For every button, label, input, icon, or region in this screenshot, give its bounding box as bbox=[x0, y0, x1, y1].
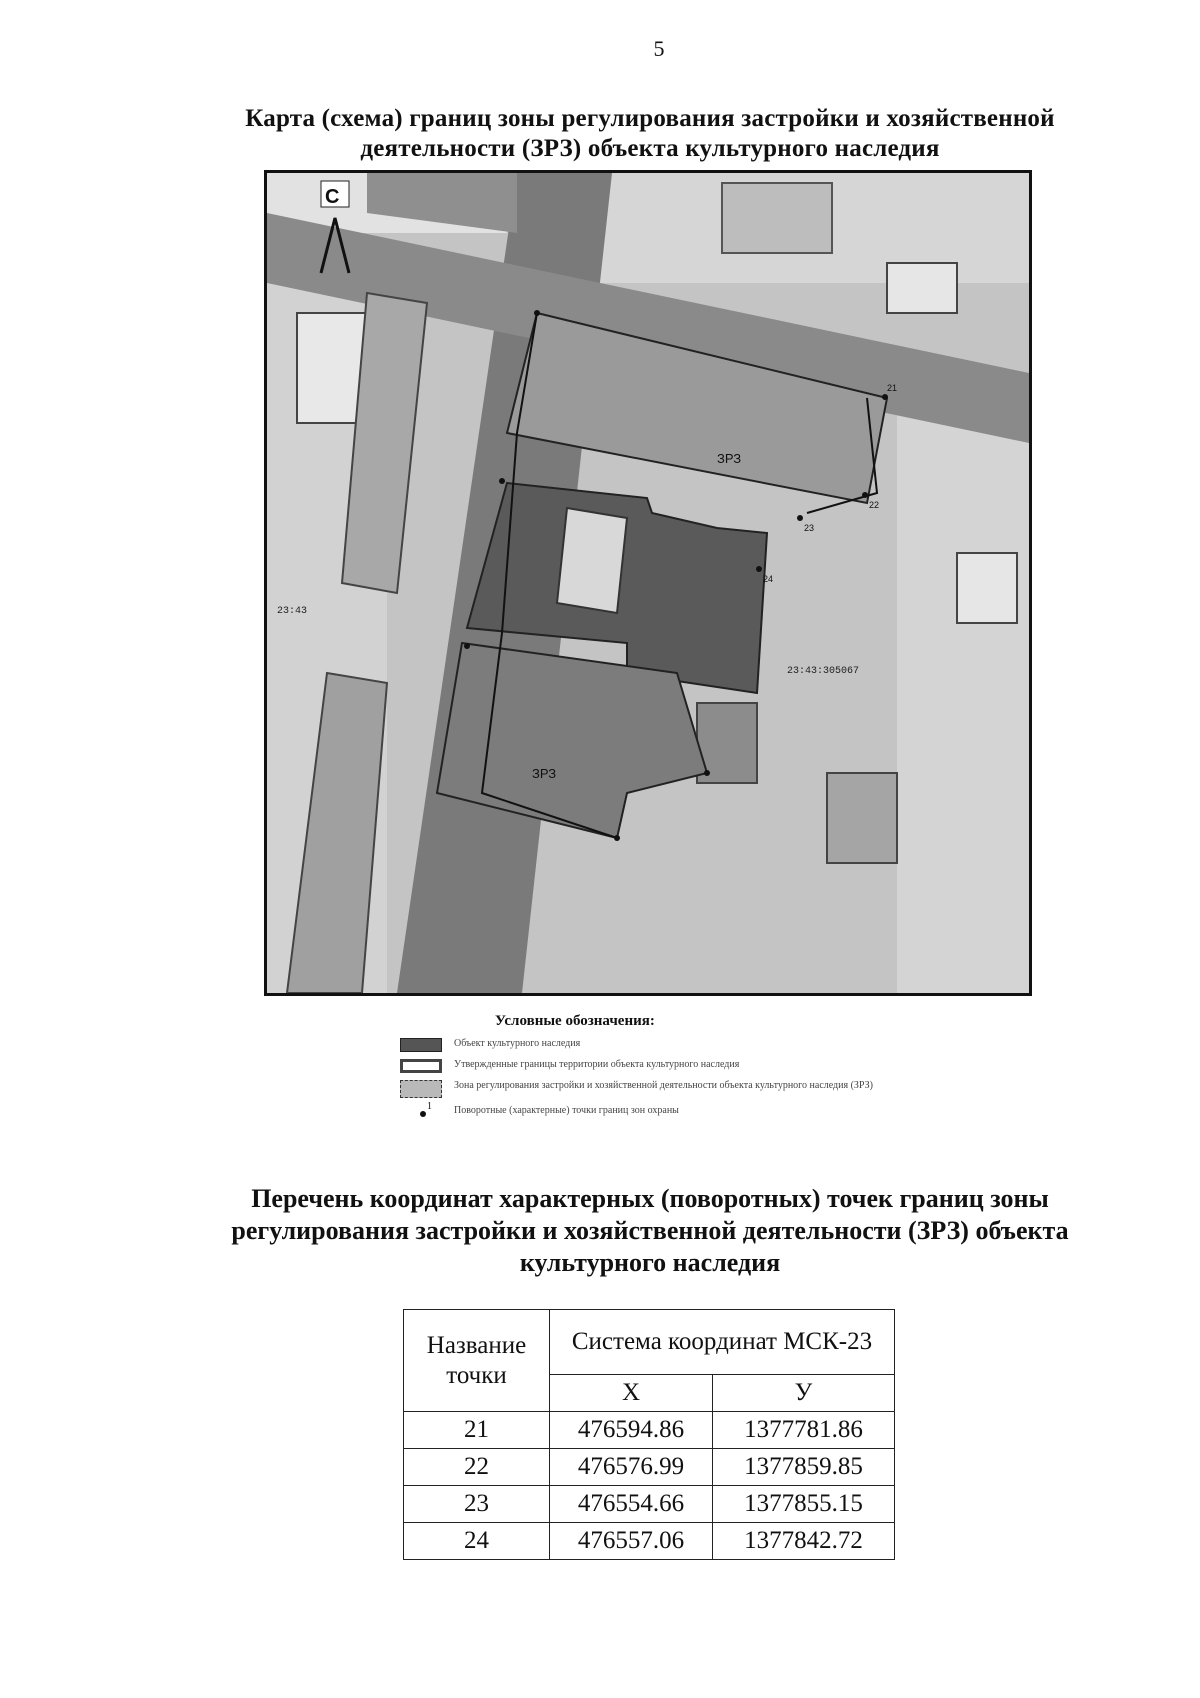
map-title-line-2: деятельности (ЗРЗ) объекта культурного наследия bbox=[360, 135, 940, 162]
legend-label: Зона регулирования застройки и хозяйственной деятельности объекта культурного наследия (ЗРЗ) bbox=[454, 1080, 873, 1091]
y-cell: 1377842.72 bbox=[712, 1523, 894, 1560]
legend bbox=[400, 1038, 920, 1126]
zone-label: ЗРЗ bbox=[717, 451, 742, 466]
coordinates-list-title bbox=[150, 1183, 1150, 1279]
point-label: 24 bbox=[763, 574, 774, 584]
header-point-name: Название точки bbox=[404, 1310, 550, 1412]
list-title-line-2: регулирования застройки и хозяйственной деятельности (ЗРЗ) объекта bbox=[231, 1216, 1069, 1245]
x-cell: 476594.86 bbox=[550, 1412, 713, 1449]
point-label: 23 bbox=[804, 523, 815, 533]
boundary-point bbox=[614, 835, 620, 841]
y-cell: 1377855.15 bbox=[712, 1486, 894, 1523]
zrz-zone-swatch bbox=[400, 1080, 442, 1098]
legend-item-zone bbox=[400, 1080, 920, 1098]
point-label: 22 bbox=[869, 500, 880, 510]
legend-item-object bbox=[400, 1038, 920, 1052]
building bbox=[722, 183, 832, 253]
table-header-row bbox=[404, 1310, 895, 1375]
map-title bbox=[150, 104, 1150, 164]
table-row bbox=[404, 1486, 895, 1523]
boundary-point bbox=[704, 770, 710, 776]
building bbox=[887, 263, 957, 313]
territory-boundary-swatch bbox=[400, 1059, 442, 1073]
legend-label: Утвержденные границы территории объекта культурного наследия bbox=[454, 1059, 740, 1070]
point-name-cell: 22 bbox=[404, 1449, 550, 1486]
x-cell: 476554.66 bbox=[550, 1486, 713, 1523]
courtyard bbox=[557, 508, 627, 613]
legend-item-territory bbox=[400, 1059, 920, 1073]
legend-item-points bbox=[400, 1101, 920, 1119]
boundary-point bbox=[756, 566, 762, 572]
zone-map bbox=[264, 170, 1032, 996]
x-cell: 476576.99 bbox=[550, 1449, 713, 1486]
legend-label: Поворотные (характерные) точки границ зон охраны bbox=[454, 1105, 679, 1116]
boundary-point bbox=[882, 394, 888, 400]
heritage-object-swatch bbox=[400, 1038, 442, 1052]
cadastral-label: 23:43 bbox=[277, 606, 308, 617]
point-name-cell: 23 bbox=[404, 1486, 550, 1523]
point-name-cell: 21 bbox=[404, 1412, 550, 1449]
table-row bbox=[404, 1449, 895, 1486]
y-cell: 1377781.86 bbox=[712, 1412, 894, 1449]
page-number: 5 bbox=[653, 36, 665, 61]
boundary-point bbox=[499, 478, 505, 484]
boundary-point bbox=[464, 643, 470, 649]
table-row bbox=[404, 1412, 895, 1449]
header-coordinate-system: Система координат МСК-23 bbox=[550, 1310, 895, 1375]
boundary-point bbox=[797, 515, 803, 521]
boundary-point-icon bbox=[400, 1101, 442, 1119]
legend-title: Условные обозначения: bbox=[495, 1013, 655, 1029]
boundary-point bbox=[862, 492, 868, 498]
cadastral-label: 23:43:305067 bbox=[787, 666, 860, 677]
zone-label: ЗРЗ bbox=[532, 766, 557, 781]
map-title-line-1: Карта (схема) границ зоны регулирования застройки и хозяйственной bbox=[245, 105, 1055, 132]
north-label: С bbox=[325, 186, 340, 208]
zone-map-drawing bbox=[267, 173, 1029, 993]
building bbox=[957, 553, 1017, 623]
boundary-point bbox=[534, 310, 540, 316]
list-title-line-1: Перечень координат характерных (поворотных) точек границ зоны bbox=[251, 1184, 1049, 1213]
header-y: У bbox=[712, 1375, 894, 1412]
legend-label: Объект культурного наследия bbox=[454, 1038, 581, 1049]
list-title-line-3: культурного наследия bbox=[519, 1248, 781, 1277]
x-cell: 476557.06 bbox=[550, 1523, 713, 1560]
point-label: 21 bbox=[887, 383, 898, 393]
header-x: Х bbox=[550, 1375, 713, 1412]
building bbox=[827, 773, 897, 863]
legend-point-number: 1 bbox=[427, 1101, 432, 1112]
y-cell: 1377859.85 bbox=[712, 1449, 894, 1486]
coordinates-table bbox=[403, 1309, 895, 1560]
point-name-cell: 24 bbox=[404, 1523, 550, 1560]
table-row bbox=[404, 1523, 895, 1560]
light-area bbox=[897, 403, 1029, 993]
